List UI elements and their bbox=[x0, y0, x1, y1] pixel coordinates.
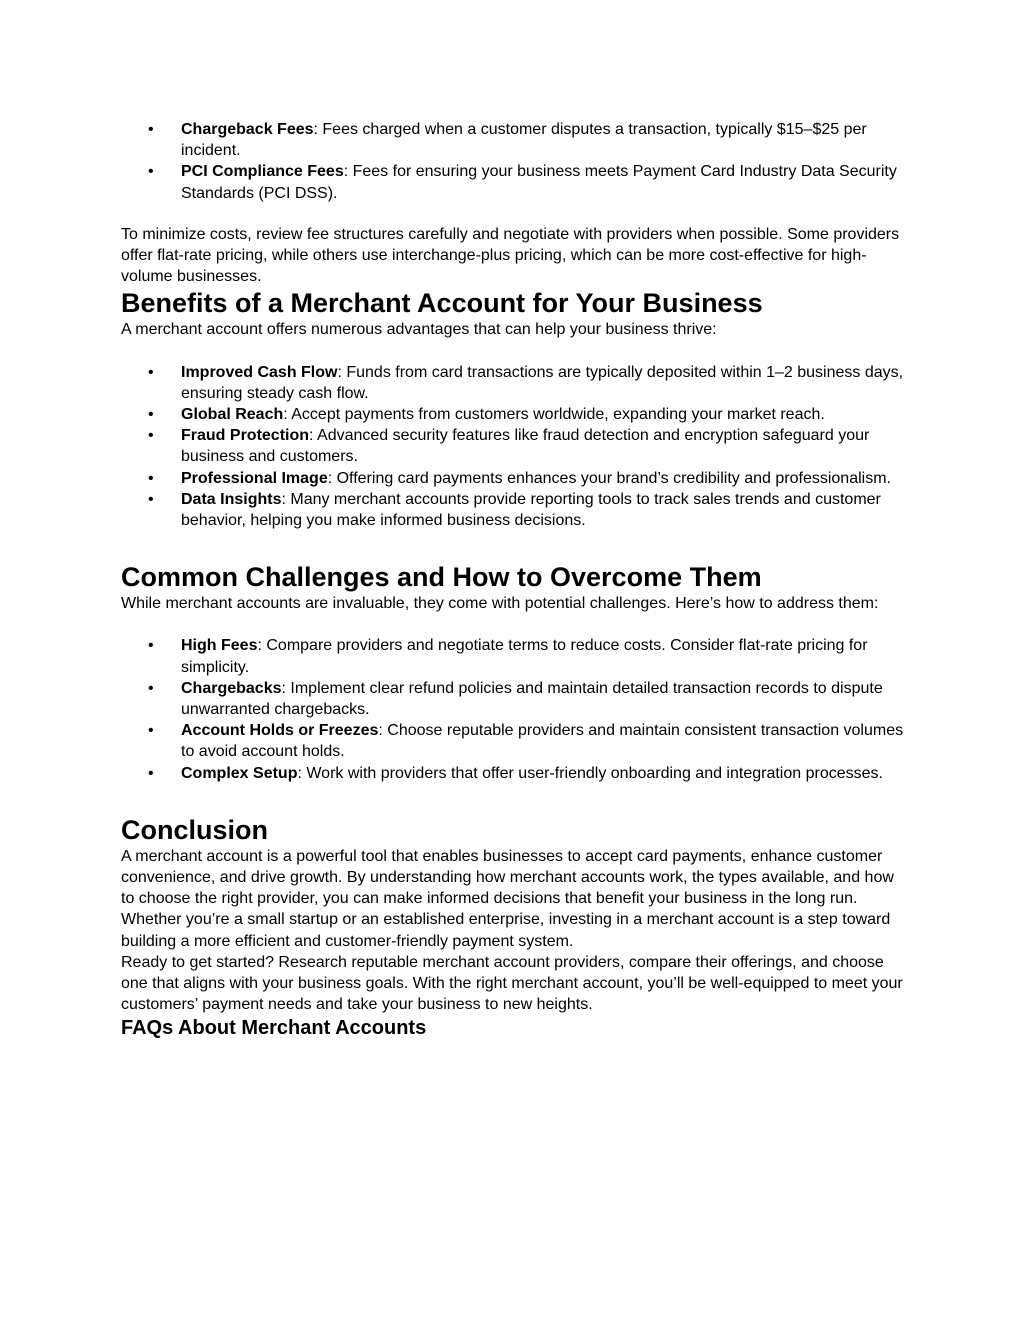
list-item-term: Improved Cash Flow bbox=[181, 363, 338, 381]
list-item bbox=[121, 489, 911, 531]
list-item-text: : Implement clear refund policies and maintain detailed transaction records to dispute unwarranted chargebacks. bbox=[181, 679, 883, 719]
list-item bbox=[121, 425, 911, 467]
list-item-text: : Work with providers that offer user-friendly onboarding and integration processes. bbox=[297, 764, 883, 782]
list-item bbox=[121, 635, 911, 677]
faqs-heading: FAQs About Merchant Accounts bbox=[121, 1016, 427, 1039]
fees-list bbox=[121, 119, 911, 204]
minimize-costs-paragraph: To minimize costs, review fee structures carefully and negotiate with providers when possible. Some providers offer flat-rate pricing, while others use interchange-plus pricing, which can be more cost-effective for high-volume businesses. bbox=[121, 225, 900, 286]
list-item bbox=[121, 362, 911, 404]
list-item-text: : Funds from card transactions are typically deposited within 1–2 business days, ensuring steady cash flow. bbox=[181, 363, 904, 402]
list-item-term: PCI Compliance Fees bbox=[181, 163, 344, 181]
list-item-term: Professional Image bbox=[181, 469, 328, 487]
benefits-intro: A merchant account offers numerous advantages that can help your business thrive: bbox=[121, 321, 717, 339]
list-item-term: High Fees bbox=[181, 637, 258, 655]
document-page bbox=[121, 119, 911, 1040]
list-item-text: : Choose reputable providers and maintain consistent transaction volumes to avoid account holds. bbox=[181, 722, 904, 761]
list-item-text: : Accept payments from customers worldwide, expanding your market reach. bbox=[283, 406, 825, 424]
list-item-text: : Many merchant accounts provide reporting tools to track sales trends and customer behavior, helping you make informed business decisions. bbox=[181, 490, 881, 530]
list-item-term: Complex Setup bbox=[181, 764, 298, 782]
challenges-heading: Common Challenges and How to Overcome Them bbox=[121, 562, 762, 593]
list-item bbox=[121, 468, 911, 489]
list-item-term: Fraud Protection bbox=[181, 427, 310, 445]
benefits-heading: Benefits of a Merchant Account for Your Business bbox=[121, 288, 763, 319]
list-item-term: Account Holds or Freezes bbox=[181, 722, 379, 740]
list-item bbox=[121, 404, 911, 425]
challenges-intro: While merchant accounts are invaluable, they come with potential challenges. Here’s how to address them: bbox=[121, 595, 879, 613]
benefits-list bbox=[121, 362, 911, 532]
list-item-text: : Offering card payments enhances your brand’s credibility and professionalism. bbox=[327, 469, 891, 487]
list-item bbox=[121, 763, 911, 784]
list-item-term: Global Reach bbox=[181, 406, 284, 424]
list-item-text: : Compare providers and negotiate terms to reduce costs. Consider flat-rate pricing for simplicity. bbox=[181, 637, 868, 676]
challenges-list bbox=[121, 635, 911, 783]
list-item-term: Chargebacks bbox=[181, 679, 282, 697]
conclusion-heading: Conclusion bbox=[121, 814, 268, 845]
call-to-action-paragraph: Ready to get started? Research reputable merchant account providers, compare their offerings, and choose one that aligns with your business goals. With the right merchant account, you’ll be well-equipped to meet your customers’ payment needs and take your business to new heights. bbox=[121, 953, 903, 1014]
list-item-term: Chargeback Fees bbox=[181, 121, 314, 138]
list-item bbox=[121, 720, 911, 762]
list-item-text: : Advanced security features like fraud detection and encryption safeguard your business and customers. bbox=[181, 427, 870, 466]
list-item bbox=[121, 678, 911, 720]
list-item-term: Data Insights bbox=[181, 490, 282, 508]
list-item bbox=[121, 161, 911, 203]
list-item-text: : Fees charged when a customer disputes a transaction, typically $15–$25 per incident. bbox=[181, 121, 867, 160]
list-item-text: : Fees for ensuring your business meets Payment Card Industry Data Security Standards (PCI DSS). bbox=[181, 163, 897, 202]
list-item bbox=[121, 119, 911, 161]
conclusion-paragraph: A merchant account is a powerful tool that enables businesses to accept card payments, enhance customer convenience, and drive growth. By understanding how merchant accounts work, the types available, and how to choose the right provider, you can make informed decisions that benefit your business in the long run. Whether you’re a small startup or an established enterprise, investing in a merchant account is a step toward building a more efficient and customer-friendly payment system. bbox=[121, 847, 894, 950]
